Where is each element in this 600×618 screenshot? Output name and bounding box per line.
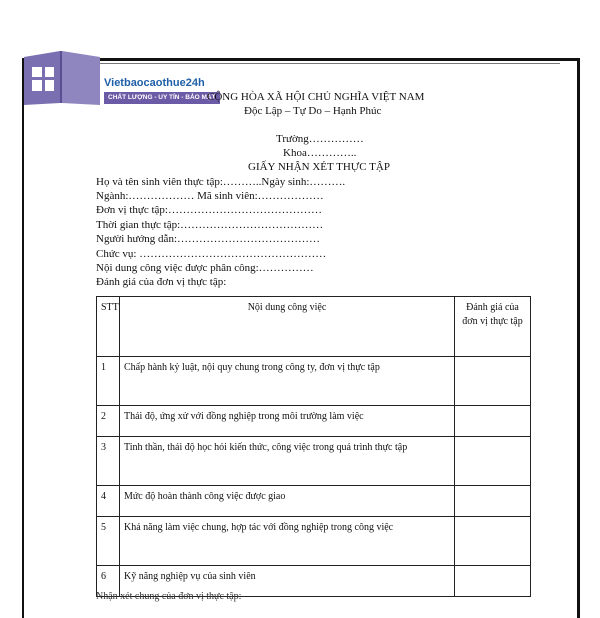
evaluation-table: [96, 296, 531, 597]
row-rating: [455, 357, 531, 406]
row-stt: 2: [97, 406, 120, 437]
field-major: Ngành:……………… Mã sinh viên:………………: [96, 190, 324, 202]
form-title: GIẤY NHẬN XÉT THỰC TẬP: [248, 161, 390, 173]
field-unit: Đơn vị thực tập:……………………………………: [96, 204, 322, 216]
book-logo-icon: [20, 47, 110, 107]
row-content: Chấp hành kỷ luật, nội quy chung trong công ty, đơn vị thực tập: [120, 357, 455, 406]
table-row: [97, 406, 531, 437]
table-header-row: [97, 297, 531, 357]
national-title: CỘNG HÒA XÃ HỘI CHỦ NGHĨA VIỆT NAM: [207, 91, 425, 103]
row-stt: 1: [97, 357, 120, 406]
general-comment-label: Nhận xét chung của đơn vị thực tập:: [96, 591, 242, 602]
row-stt: 3: [97, 437, 120, 486]
faculty-field: Khoa…………..: [283, 147, 357, 159]
table-row: [97, 517, 531, 566]
row-rating: [455, 437, 531, 486]
header-rating: Đánh giá của đơn vị thực tập: [455, 297, 531, 357]
field-assigned-work: Nội dung công việc được phân công:……………: [96, 262, 314, 274]
row-stt: 6: [97, 566, 120, 597]
row-content: Mức độ hoàn thành công việc được giao: [120, 486, 455, 517]
row-rating: [455, 406, 531, 437]
row-rating: [455, 517, 531, 566]
row-content: Khả năng làm việc chung, hợp tác với đồng nghiệp trong công việc: [120, 517, 455, 566]
field-supervisor: Người hướng dẫn:…………………………………: [96, 233, 320, 245]
row-rating: [455, 566, 531, 597]
table-row: [97, 437, 531, 486]
field-position: Chức vụ: ……………………………………………: [96, 248, 327, 260]
field-evaluation-label: Đánh giá của đơn vị thực tập:: [96, 276, 227, 288]
table-row: [97, 357, 531, 406]
row-content: Tinh thần, thái độ học hỏi kiến thức, công việc trong quá trình thực tập: [120, 437, 455, 486]
national-motto: Độc Lập – Tự Do – Hạnh Phúc: [244, 105, 382, 117]
header-content: Nội dung công việc: [120, 297, 455, 357]
row-rating: [455, 486, 531, 517]
row-stt: 4: [97, 486, 120, 517]
row-content: Thái độ, ứng xử với đồng nghiệp trong môi trường làm việc: [120, 406, 455, 437]
brand-name: Vietbaocaothue24h: [104, 77, 205, 89]
brand-tagline: CHẤT LƯỢNG - UY TÍN - BẢO MẬT: [104, 92, 220, 104]
school-field: Trường……………: [276, 133, 364, 145]
header-stt: STT: [97, 297, 120, 357]
row-content: Kỹ năng nghiệp vụ của sinh viên: [120, 566, 455, 597]
page-inner-rule: [40, 63, 560, 64]
table-row: [97, 486, 531, 517]
field-period: Thời gian thực tập:…………………………………: [96, 219, 324, 231]
row-stt: 5: [97, 517, 120, 566]
field-student-name: Họ và tên sinh viên thực tập:………..Ngày sinh:……….: [96, 176, 346, 188]
